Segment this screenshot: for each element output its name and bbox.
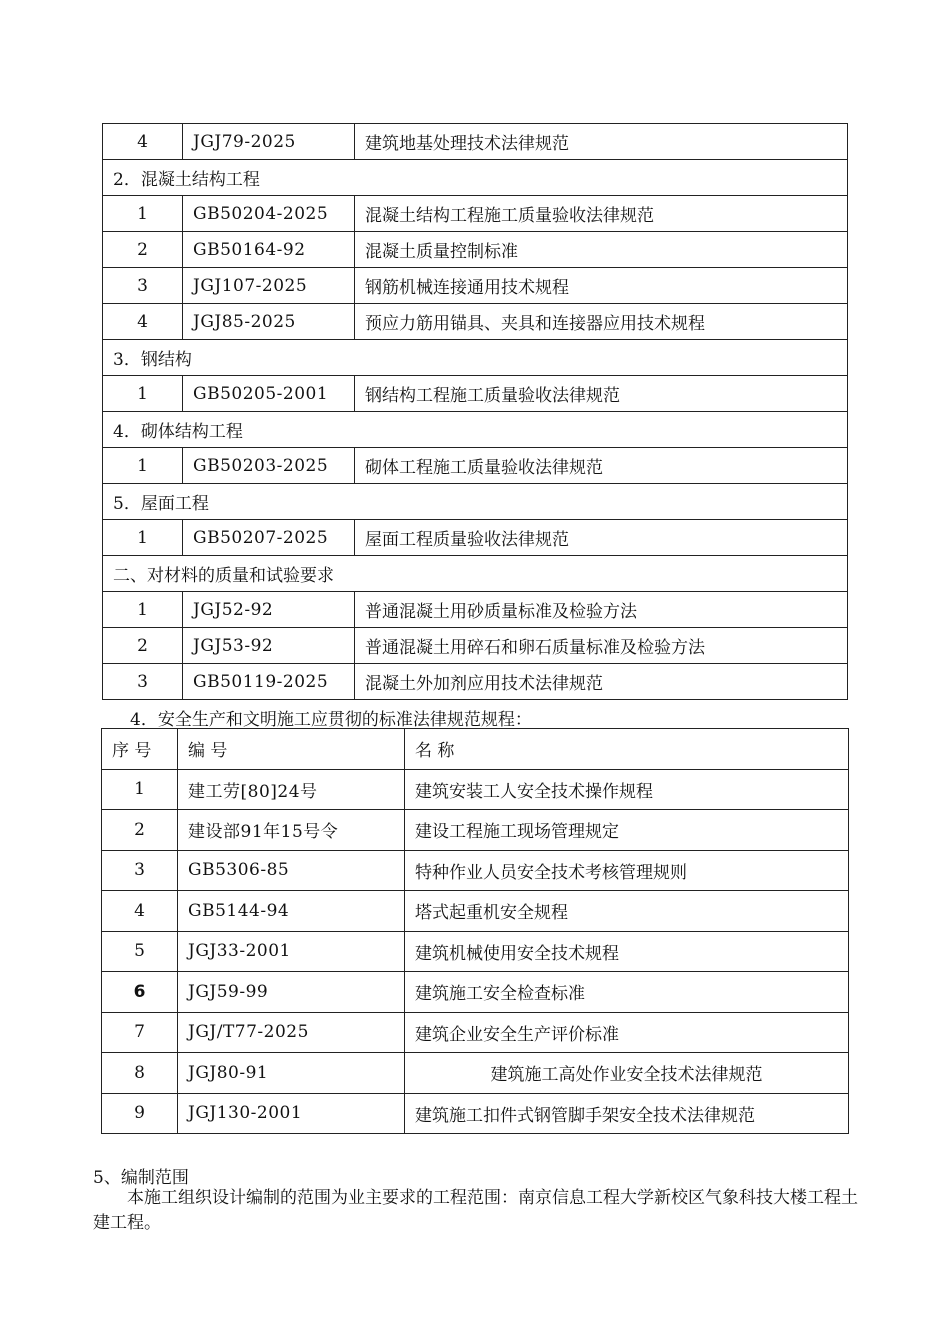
row-number: 1 <box>103 592 183 628</box>
standard-name: 建筑安装工人安全技术操作规程 <box>405 769 849 810</box>
table-row <box>103 376 848 412</box>
standard-code: GB5306-85 <box>178 850 405 891</box>
row-number: 2 <box>103 628 183 664</box>
table-row <box>102 1053 849 1094</box>
standard-code: GB50164-92 <box>183 232 355 268</box>
standard-code: GB5144-94 <box>178 891 405 932</box>
section-title: 3．钢结构 <box>103 340 848 376</box>
standard-name: 钢筋机械连接通用技术规程 <box>355 268 848 304</box>
standard-code: JGJ53-92 <box>183 628 355 664</box>
row-number: 4 <box>102 891 178 932</box>
standard-code: JGJ107-2025 <box>183 268 355 304</box>
table-row <box>103 232 848 268</box>
row-number: 2 <box>102 810 178 851</box>
table-row <box>103 520 848 556</box>
table-row <box>102 769 849 810</box>
scope-paragraph: 本施工组织设计编制的范围为业主要求的工程范围：南京信息工程大学新校区气象科技大楼工程土建工程。 <box>93 1188 858 1233</box>
standard-name: 普通混凝土用砂质量标准及检验方法 <box>355 592 848 628</box>
table-row <box>103 268 848 304</box>
standard-name: 钢结构工程施工质量验收法律规范 <box>355 376 848 412</box>
row-number: 1 <box>103 448 183 484</box>
standard-code: JGJ52-92 <box>183 592 355 628</box>
row-number: 3 <box>103 268 183 304</box>
standard-name: 建筑机械使用安全技术规程 <box>405 931 849 972</box>
table-row <box>102 1012 849 1053</box>
row-number: 2 <box>103 232 183 268</box>
header-no: 序 号 <box>102 729 178 770</box>
standard-code: JGJ59-99 <box>178 972 405 1013</box>
standard-code: JGJ79-2025 <box>183 124 355 160</box>
row-number: 3 <box>103 664 183 700</box>
row-number: 1 <box>103 376 183 412</box>
standard-code: GB50203-2025 <box>183 448 355 484</box>
safety-standards-table <box>101 728 849 1134</box>
standard-code: JGJ130-2001 <box>178 1093 405 1134</box>
standard-name: 混凝土结构工程施工质量验收法律规范 <box>355 196 848 232</box>
standard-name: 普通混凝土用碎石和卵石质量标准及检验方法 <box>355 628 848 664</box>
standard-code: JGJ80-91 <box>178 1053 405 1094</box>
scope-heading: 5、编制范围 <box>93 1168 189 1188</box>
section-row <box>103 160 848 196</box>
row-number: 5 <box>102 931 178 972</box>
safety-standards-note: 4．安全生产和文明施工应贯彻的标准法律规范规程： <box>130 710 532 730</box>
table-row <box>103 304 848 340</box>
row-number: 8 <box>102 1053 178 1094</box>
standard-name: 建筑企业安全生产评价标准 <box>405 1012 849 1053</box>
table-row <box>102 1093 849 1134</box>
standard-name: 塔式起重机安全规程 <box>405 891 849 932</box>
row-number: 7 <box>102 1012 178 1053</box>
standard-name: 建筑施工扣件式钢管脚手架安全技术法律规范 <box>405 1093 849 1134</box>
standard-name: 建筑施工安全检查标准 <box>405 972 849 1013</box>
row-number: 9 <box>102 1093 178 1134</box>
standard-name: 预应力筋用锚具、夹具和连接器应用技术规程 <box>355 304 848 340</box>
row-number: 1 <box>103 520 183 556</box>
standard-name: 砌体工程施工质量验收法律规范 <box>355 448 848 484</box>
row-number: 6 <box>102 972 178 1013</box>
standard-code: JGJ/T77-2025 <box>178 1012 405 1053</box>
standard-name: 屋面工程质量验收法律规范 <box>355 520 848 556</box>
row-number: 1 <box>102 769 178 810</box>
standard-code: 建设部91年15号令 <box>178 810 405 851</box>
table-row <box>102 850 849 891</box>
section-title: 二、对材料的质量和试验要求 <box>103 556 848 592</box>
table-row <box>102 810 849 851</box>
table-row <box>102 891 849 932</box>
row-number: 1 <box>103 196 183 232</box>
section-row <box>103 484 848 520</box>
standard-code: GB50204-2025 <box>183 196 355 232</box>
row-number: 4 <box>103 124 183 160</box>
table-header-row <box>102 729 849 770</box>
table-row <box>103 448 848 484</box>
standard-name: 特种作业人员安全技术考核管理规则 <box>405 850 849 891</box>
table-row <box>103 592 848 628</box>
header-code: 编 号 <box>178 729 405 770</box>
standard-name: 混凝土外加剂应用技术法律规范 <box>355 664 848 700</box>
table-row <box>102 972 849 1013</box>
standard-code: GB50119-2025 <box>183 664 355 700</box>
standard-code: JGJ85-2025 <box>183 304 355 340</box>
standard-code: GB50207-2025 <box>183 520 355 556</box>
table-row <box>103 124 848 160</box>
table-row <box>103 628 848 664</box>
header-name: 名 称 <box>405 729 849 770</box>
standard-code: 建工劳[80]24号 <box>178 769 405 810</box>
standard-code: GB50205-2001 <box>183 376 355 412</box>
standard-name: 建筑施工高处作业安全技术法律规范 <box>405 1053 849 1094</box>
section-title: 5．屋面工程 <box>103 484 848 520</box>
section-row <box>103 412 848 448</box>
row-number: 4 <box>103 304 183 340</box>
table-row <box>103 196 848 232</box>
standard-name: 建筑地基处理技术法律规范 <box>355 124 848 160</box>
section-row <box>103 556 848 592</box>
standards-table-upper <box>102 123 848 700</box>
standard-code: JGJ33-2001 <box>178 931 405 972</box>
section-title: 4．砌体结构工程 <box>103 412 848 448</box>
table-row <box>102 931 849 972</box>
section-row <box>103 340 848 376</box>
row-number: 3 <box>102 850 178 891</box>
standard-name: 建设工程施工现场管理规定 <box>405 810 849 851</box>
table-row <box>103 664 848 700</box>
standard-name: 混凝土质量控制标准 <box>355 232 848 268</box>
section-title: 2．混凝土结构工程 <box>103 160 848 196</box>
